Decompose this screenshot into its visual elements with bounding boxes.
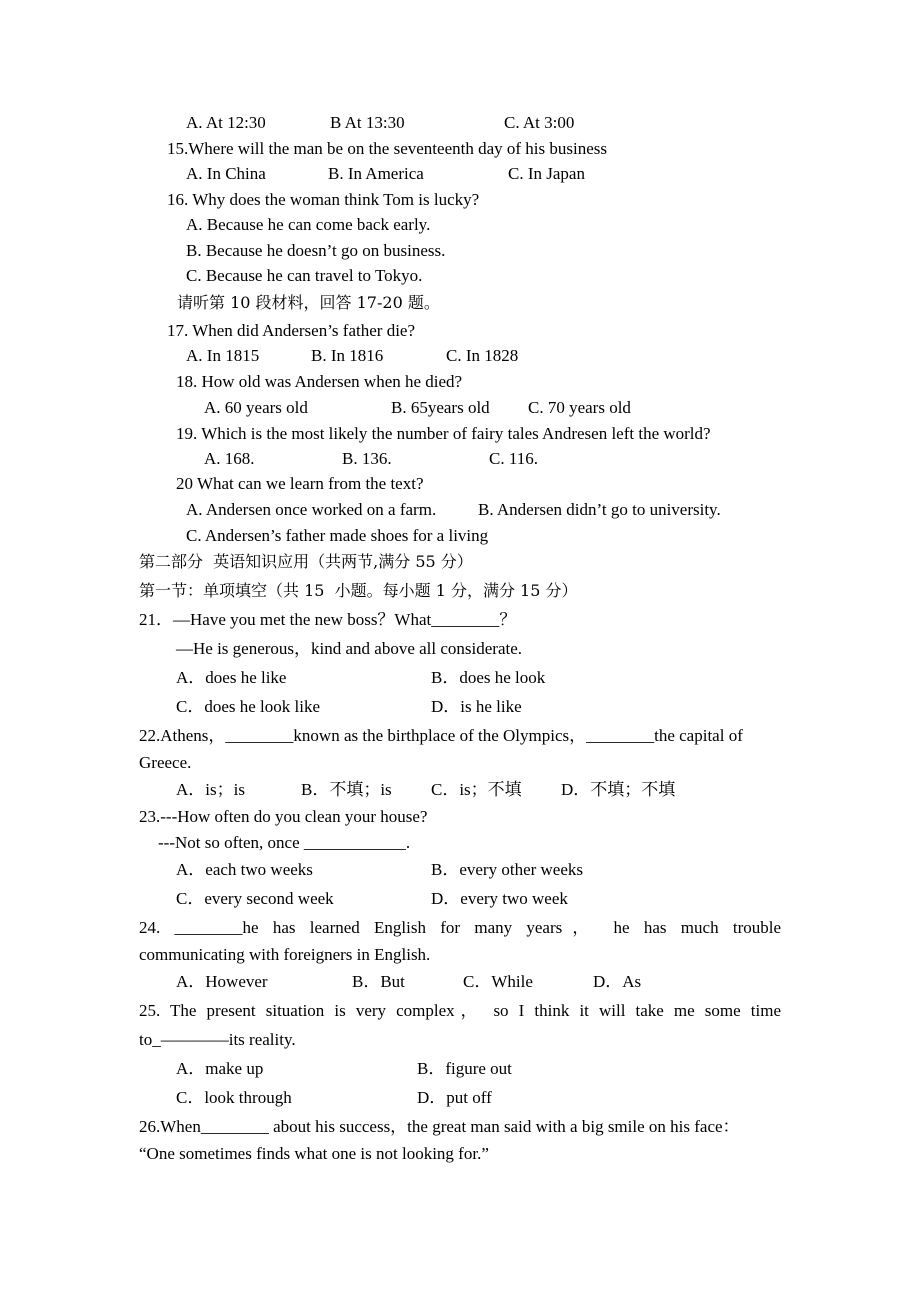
q17-option-c: C. In 1828	[446, 346, 519, 365]
q16-option-b: B. Because he doesn’t go on business.	[186, 241, 446, 260]
q21-option-a: A．does he like	[176, 668, 287, 687]
section-1-heading: 第一节：单项填空（共 15 小题。每小题 1 分，满分 15 分）	[139, 581, 578, 600]
q15-option-c: C. In Japan	[508, 164, 585, 183]
q24-option-b: B．But	[352, 972, 405, 991]
q24-option-d: D．As	[593, 972, 642, 991]
q14-option-c: C. At 3:00	[504, 113, 575, 132]
q18-option-c: C. 70 years old	[528, 398, 631, 417]
q23-option-d: D．every two week	[431, 889, 568, 908]
q19-option-b: B. 136.	[342, 449, 392, 468]
q15-question: 15.Where will the man be on the seventeenth day of his business	[167, 139, 607, 158]
q20-option-c: C. Andersen’s father made shoes for a living	[186, 526, 489, 545]
q22-option-c: C．is；不填	[431, 780, 522, 799]
q25-option-d: D．put off	[417, 1088, 492, 1107]
q16-option-c: C. Because he can travel to Tokyo.	[186, 266, 423, 285]
q20-option-a: A. Andersen once worked on a farm.	[186, 500, 437, 519]
q17-question: 17. When did Andersen’s father die?	[167, 321, 416, 340]
q18-option-a: A. 60 years old	[204, 398, 308, 417]
q25-option-c: C．look through	[176, 1088, 292, 1107]
q15-option-a: A. In China	[186, 164, 266, 183]
q19-option-c: C. 116.	[489, 449, 538, 468]
q18-option-b: B. 65years old	[391, 398, 490, 417]
q21-option-c: C．does he look like	[176, 697, 321, 716]
q25-option-b: B．figure out	[417, 1059, 512, 1078]
q19-option-a: A. 168.	[204, 449, 255, 468]
q26-question-line-2: “One sometimes finds what one is not looking for.”	[139, 1144, 489, 1163]
q23-option-a: A．each two weeks	[176, 860, 313, 879]
q21-reply: —He is generous，kind and above all considerate.	[176, 639, 523, 658]
q19-question: 19. Which is the most likely the number of fairy tales Andresen left the world?	[176, 424, 711, 443]
q17-option-a: A. In 1815	[186, 346, 260, 365]
q22-option-b: B．不填；is	[301, 780, 392, 799]
q22-option-d: D．不填；不填	[561, 780, 676, 799]
q21-option-d: D．is he like	[431, 697, 522, 716]
q18-question: 18. How old was Andersen when he died?	[176, 372, 463, 391]
q15-option-b: B. In America	[328, 164, 424, 183]
q25-option-a: A．make up	[176, 1059, 264, 1078]
q20-option-b: B. Andersen didn’t go to university.	[478, 500, 721, 519]
q14-option-a: A. At 12:30	[186, 113, 266, 132]
q23-question: 23.---How often do you clean your house?	[139, 807, 428, 826]
q14-option-b: B At 13:30	[330, 113, 405, 132]
q24-option-c: C．While	[463, 972, 533, 991]
q24-question-line-2: communicating with foreigners in English.	[139, 945, 431, 964]
q22-option-a: A．is；is	[176, 780, 245, 799]
q21-question: 21．—Have you met the new boss？What________？	[139, 610, 517, 629]
q23-reply: ---Not so often, once ____________.	[158, 833, 411, 852]
q26-question-line-1: 26.When________ about his success，the great man said with a big smile on his face：	[139, 1117, 740, 1136]
q22-question-line-2: Greece.	[139, 753, 192, 772]
q17-option-b: B. In 1816	[311, 346, 384, 365]
q24-option-a: A．However	[176, 972, 268, 991]
q16-question: 16. Why does the woman think Tom is lucky?	[167, 190, 480, 209]
q25-question-line-1: 25. The present situation is very complex， so I think it will take me some time	[139, 1001, 781, 1020]
q16-option-a: A. Because he can come back early.	[186, 215, 431, 234]
q21-option-b: B．does he look	[431, 668, 546, 687]
q23-option-b: B．every other weeks	[431, 860, 584, 879]
q23-option-c: C．every second week	[176, 889, 334, 908]
q20-question: 20 What can we learn from the text?	[176, 474, 424, 493]
part-2-heading: 第二部分 英语知识应用（共两节,满分 55 分）	[139, 552, 473, 571]
q24-question-line-1: 24. ________he has learned English for many years， he has much trouble	[139, 918, 781, 937]
material-10-instruction: 请听第 10 段材料，回答 17-20 题。	[177, 293, 440, 312]
q25-question-line-2: to_————its reality.	[139, 1030, 296, 1049]
q22-question-line-1: 22.Athens，________known as the birthplace of the Olympics，________the capital of	[139, 726, 743, 745]
